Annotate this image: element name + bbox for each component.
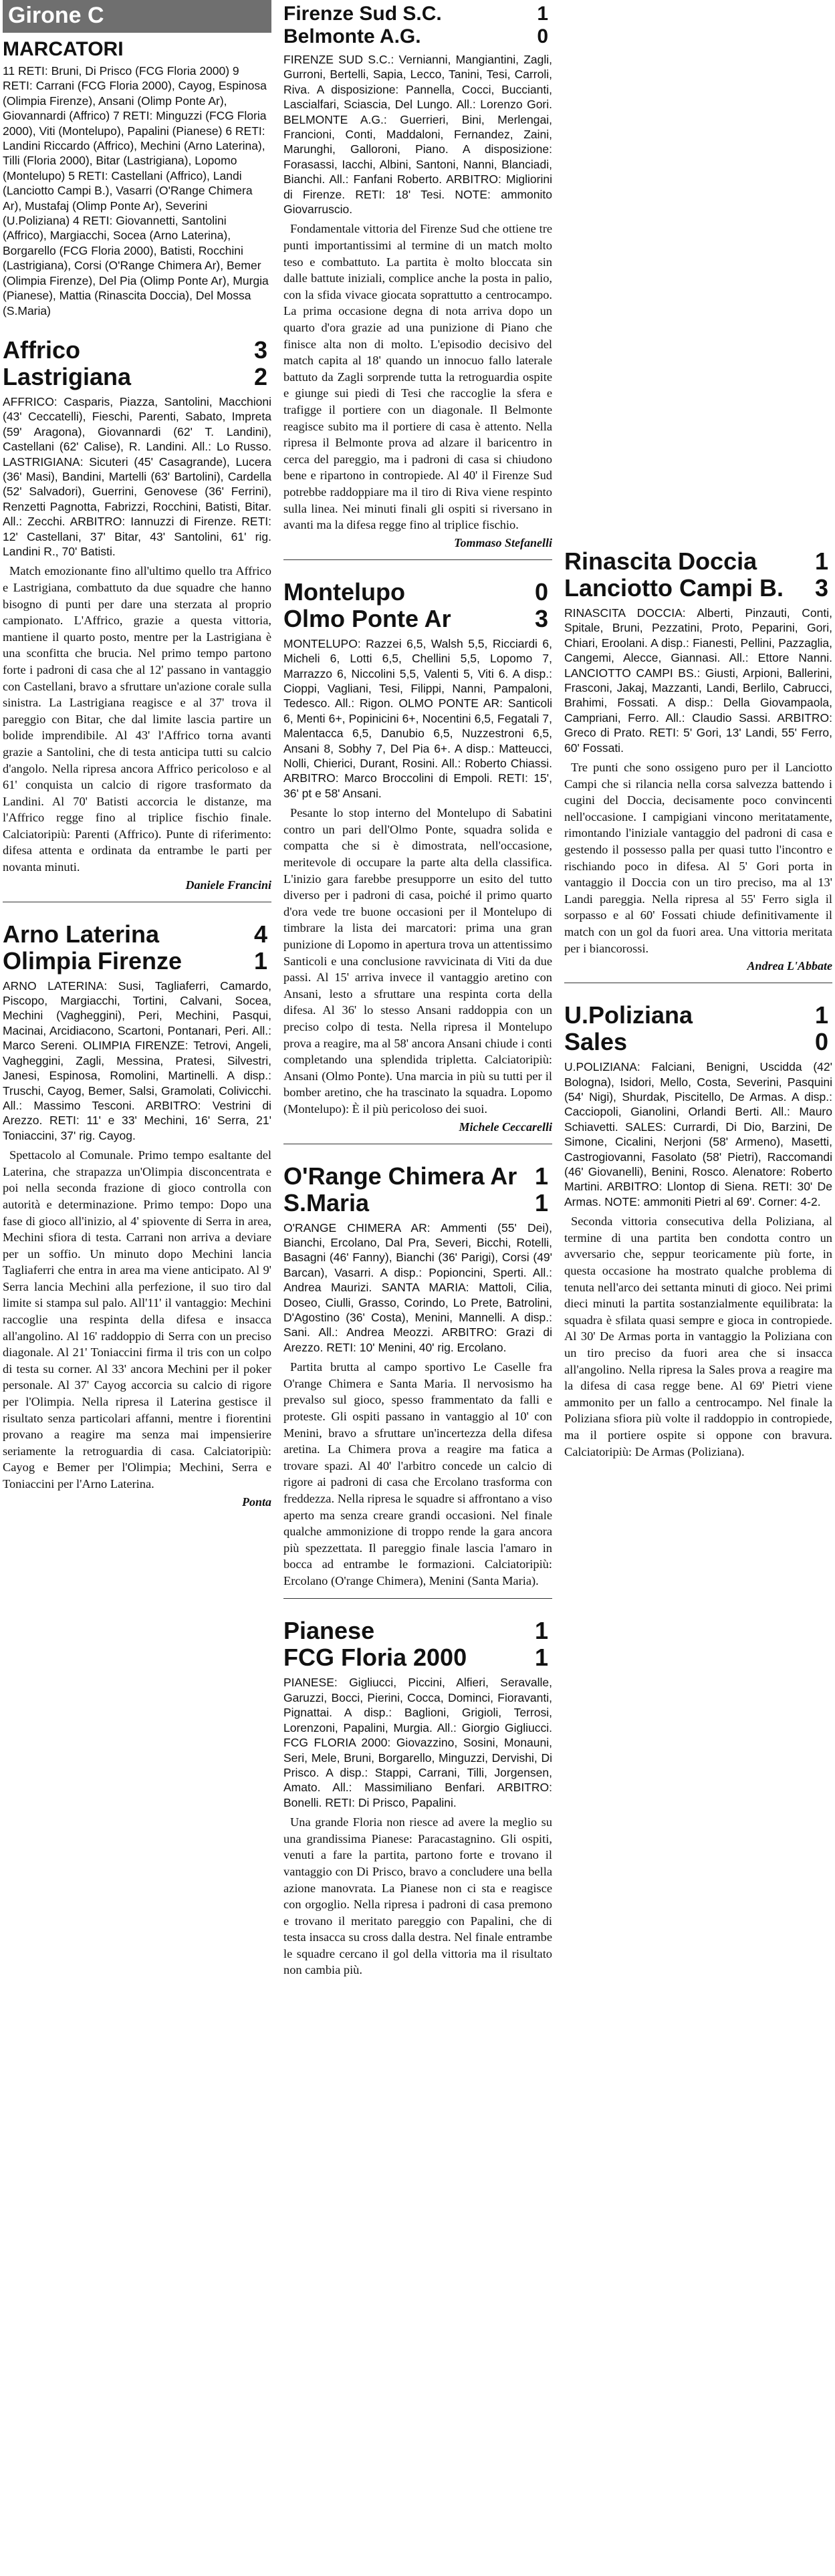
match-report: Fondamentale vittoria del Firenze Sud che ottiene tre punti importantissimi al termine di un match molto teso e combattuto. La partita è molto bloccata sin dalle battute iniziali, complice anche la posta in palio, con la sfida vivace giocata soprattutto a centrocampo. La prima occasione degna di nota arriva dopo un quarto d'ora grazie ad una punizione di Piano che finisce alta non di molto. L'episodio decisivo del match capita al 18' quando un innocuo fallo laterale battuto da Zagli sorprende tutta la retroguardia ospite e giunge sui piedi di Tesi che raccoglie la sfera e trafigge il portiere con un diagonale. Il Belmonte reagisce subito ma il portiere di casa è attento. Nella ripresa il Belmonte prova ad alzare il baricentro in cerca del pareggio, ma i padroni di casa si chiudono bene e ripartono in contropiede. Al 40' il Firenze Sud potrebbe raddoppiare ma il tiro di Riva viene respinto sulla linea. Nei minuti finali gli ospiti si riversano in avanti ma la difesa regge fino al triplice fischio. — [283, 222, 552, 532]
home-team-score: 1 — [814, 547, 828, 575]
home-team-name: Arno Laterina — [3, 920, 160, 948]
away-team-score: 3 — [534, 604, 548, 632]
home-team-name: Rinascita Doccia — [564, 547, 757, 575]
away-team-score: 0 — [537, 25, 548, 47]
away-team-row — [283, 1190, 552, 1216]
home-team-score: 1 — [534, 1617, 548, 1645]
home-team-row — [564, 548, 832, 575]
away-team-row — [564, 1029, 832, 1055]
match-report: Seconda vittoria consecutiva della Poliziana, al termine di una partita ben condotta contro un avversario che, seppur teoricamente più forte, in questa occasione ha mostrato qualche problema di tenuta nell'arco dei settanta minuti di gioco. Nei primi dieci minuti la partita sostanzialmente equilibrata: la squadra è sfilata quasi sempre e gioca in contropiede. Al 30' De Armas porta in vantaggio la Poliziana con un tiro preciso da fuori area che si insacca all'angolino. Nella ripresa la Sales prova a reagire ma la difesa di casa regge bene. Al 69' Pietri viene ammonito per un fallo a centrocampo. Nel finale la Poliziana sfiora più volte il raddoppio in contropiede, ma il portiere ospite si oppone con bravura. Calciatoripiù: De Armas (Poliziana). — [564, 1214, 832, 1458]
away-team-name: Lastrigiana — [3, 362, 132, 390]
match-author: Andrea L'Abbate — [747, 959, 832, 973]
home-team-row — [564, 1002, 832, 1029]
home-team-row — [3, 337, 271, 364]
away-team-name: S.Maria — [283, 1188, 370, 1216]
away-team-row — [3, 948, 271, 975]
away-team-name: Belmonte A.G. — [283, 25, 421, 47]
marcatori-title: MARCATORI — [3, 38, 124, 60]
match-lineups: MONTELUPO: Razzei 6,5, Walsh 5,5, Ricciardi 6, Micheli 6, Lotti 6,5, Chellini 5,5, Lopomo 7, Marrazzo 6, Niccolini 5,5, Valenti 5, Viti 6. A disp.: Cioppi, Vagliani, Tesi, Filippi, Nanni, Pampaloni, Tedesco. All.: Rigon. OLMO PONTE AR: Santicoli 6, Menti 6+, Popinicini 6+, Nocentini 6,5, Fegatali 7, Malentacca 6,5, Danubio 6,5, Nuzzestroni 6,5, Ansani 8, Sobhy 7, Del Pia 6+. A disp.: Matteucci, Nolli, Chierici, Durant, Rosini. All.: Roberto Chiassi. ARBITRO: Marco Broccolini di Empoli. RETI: 15', 36' pt e 58' Ansani. — [283, 636, 552, 800]
home-team-score: 1 — [814, 1001, 828, 1029]
match-report: Pesante lo stop interno del Montelupo di Sabatini contro un pari dell'Olmo Ponte, squadra solida e compatta che si è dimostrata, nell'occasione, meritevole di occupare la parte alta della classifica. L'inizio gara farebbe presupporre un esito del tutto diverso per i padroni di casa, poiché il primo quarto d'ora vede tre buone occasioni per il Montelupo di timbrare la lista dei marcatori: prima una gran punizione di Lopomo in apertura trova un attentissimo Santicoli e una conclusione ravvicinata di Viti da due passi. Al 15' arriva invece il vantaggio aretino con Ansani, lesto a sfruttare una respinta corta della difesa. Al 36' lo stesso Ansani raddoppia con un preciso colpo di testa. Nella ripresa il Montelupo prova a reagire, ma al 58' ancora Ansani chiude i conti completando una splendida tripletta. Calciatoripiù: Ansani (Olmo Ponte). Una marcia in più su tutti per il bomber aretino, che ha trascinato la squadra. Lopomo (Montelupo): È il più pericoloso dei suoi. — [283, 806, 552, 1116]
match-doccia-lanciotto — [564, 548, 832, 973]
away-team-row — [283, 606, 552, 632]
match-author: Daniele Francini — [185, 878, 271, 892]
match-chimera-smaria — [283, 1163, 552, 1589]
match-lineups: O'RANGE CHIMERA AR: Ammenti (55' Dei), Bianchi, Ercolano, Dal Pra, Severi, Bicchi, Rotelli, Basagni (46' Fanny), Bianchi (36' Parigi), Corsi (49' Barcan), Vasarri. A disp.: Popioncini, Sperti. All.: Andrea Maurizi. SANTA MARIA: Mattoli, Cilia, Doseo, Ciulli, Grasso, Corindo, Lo Prete, Batrolini, D'Agostino (36' Costa), Menini, Mannelli. A disp.: Sani. All.: Andrea Meozzi. ARBITRO: Grazi di Arezzo. RETI: 10' Menini, 40' rig. Ercolano. — [283, 1220, 552, 1354]
column-1 — [3, 0, 271, 1509]
home-team-name: O'Range Chimera Ar — [283, 1162, 517, 1190]
match-lineups: FIRENZE SUD S.C.: Vernianni, Mangiantini, Zagli, Gurroni, Bertelli, Sapia, Lecco, Tanini, Tesi, Carroli, Riva. A disposizione: Pannella, Cocci, Buccianti, Lascialfari, Sciascia, Del Lungo. All.: Lorenzo Gori. BELMONTE A.G.: Guerrieri, Bini, Merlengai, Francioni, Conti, Maddaloni, Fernandez, Zaini, Marunghi, Galloroni, Piano. A disposizione: Forasassi, Iacchi, Albini, Santoni, Nanni, Blanciadi, Bianchi. All.: Fanfani Roberto. ARBITRO: Migliorini di Firenze. RETI: 18' Tesi. NOTE: ammonito Giovarruscio. — [283, 53, 552, 217]
home-team-score: 3 — [253, 336, 267, 364]
home-team-row — [283, 579, 552, 606]
away-team-row — [283, 25, 552, 48]
home-team-name: U.Poliziana — [564, 1001, 693, 1029]
match-report: Match emozionante fino all'ultimo quello tra Affrico e Lastrigiana, combattuto da due squadre che hanno bisogno di punti per dare una sterzata al proprio campionato. L'Affrico, grazie a questa vittoria, mantiene il quarto posto, mentre per la Lastrigiana è una sconfitta che brucia. Nel primo tempo partono forte i padroni di casa che al 12' passano in vantaggio con Castellani, bravo a sfruttare un'azione corale sulla sinistra. La Lastrigiana reagisce e al 37' trova il pareggio con Bitar, che dal limite lascia partire un bolide imprendibile. Al 43' l'Affrico torna avanti grazie a Santolini, che di testa anticipa tutti su calcio d'angolo. Nella ripresa ancora Affrico pericoloso e al 61' conquista un calcio di rigore trasformato da Landini. Al 70' Batisti accorcia le distanze, ma l'Affrico regge fino al triplice fischio finale. Calciatoripiù: Parenti (Affrico). Punte di riferimento: difesa attenta e ordinata da entrambe le parti per novanta minuti. — [3, 564, 271, 874]
match-lineups: U.POLIZIANA: Falciani, Benigni, Uscidda (42' Bologna), Isidori, Mello, Costa, Severini, Pasquini (54' Nigi), Shurdak, Piscitello, De Armas. A disp.: Cacciopoli, Gianolini, Orlandi Berti. All.: Mauro Schiavetti. SALES: Currardi, Di Dio, Barzini, De Simone, Cicalini, Nerjoni (58' Armeno), Masetti, Castrogiovanni, Fasolato (58' Pietri), Raccomandi (46' Giovanelli), Benini, Rosco. Alenatore: Roberto Martini. ARBITRO: Llontop di Siena. RETI: 30' De Armas. NOTE: ammoniti Pietri al 69'. Corner: 4-2. — [564, 1060, 832, 1208]
match-arno-olimpia — [3, 921, 271, 1509]
home-team-row — [283, 1163, 552, 1190]
away-team-name: FCG Floria 2000 — [283, 1644, 467, 1672]
away-team-score: 1 — [253, 946, 267, 975]
match-montelupo-olmo — [283, 579, 552, 1134]
match-lineups: ARNO LATERINA: Susi, Tagliaferri, Camardo, Piscopo, Margiacchi, Tortini, Calvani, Socea, Mechini (Vagheggini), Peri, Mechini, Pasqui, Macinai, Arcidiacono, Scartoni, Pontanari, Peri. All.: Marco Sereni. OLIMPIA FIRENZE: Tetrovi, Angeli, Vagheggini, Zagli, Messina, Pratesi, Silvestri, Janesi, Espinosa, Romolini, Martinelli. A disp.: Truschi, Cayog, Bemer, Salsi, Gramolati, Colivicchi. All.: Massimo Tesconi. ARBITRO: Vestrini di Arezzo. RETI: 11' e 33' Mechini, 16' Serra, 21' Toniaccini, 37' rig. Cayog. — [3, 979, 271, 1142]
away-team-score: 1 — [534, 1644, 548, 1672]
away-team-row — [564, 575, 832, 602]
home-team-score: 4 — [253, 920, 267, 948]
home-team-row — [3, 921, 271, 948]
match-firenzesud-belmonte — [283, 3, 552, 550]
match-report: Spettacolo al Comunale. Primo tempo esaltante del Laterina, che strapazza un'Olimpia disconcentrata e poi nella seconda frazione di gioco controlla con autorità e determinazione. Primo tempo: Dopo una fase di gioco all'inizio, al 4' spiovente di Serra in area, Mechini sfiora di testa. Carrani non arriva a deviare per un soffio. Un minuto dopo Mechini lancia Tagliaferri che entra in area ma viene anticipato. Al 9' Serra lancia Mechini alla perfezione, il suo tiro dal limite si stampa sul palo. All'11' il vantaggio: Mechini raccoglie una respinta della difesa e insacca all'angolino. Al 16' raddoppio di Serra con un preciso diagonale. Al 21' Toniaccini firma il tris con un colpo di testa su corner. Al 33' ancora Mechini per il poker personale. Al 37' Cayog accorcia su calcio di rigore per l'Olimpia. Nella ripresa il Laterina gestisce il risultato senza particolari affanni, mentre i fiorentini provano a reagire ma senza mai impensierire seriamente la retroguardia di casa. Calciatoripiù: Cayog e Bemer per l'Olimpia; Mechini, Serra e Toniaccini per l'Arno Laterina. — [3, 1148, 271, 1491]
match-author: Tommaso Stefanelli — [454, 535, 552, 549]
match-poliziana-sales — [564, 1002, 832, 1460]
home-team-name: Montelupo — [283, 577, 405, 606]
group-title-banner: Girone C — [3, 0, 271, 33]
away-team-score: 0 — [814, 1028, 828, 1056]
away-team-score: 2 — [253, 362, 267, 390]
column-3 — [564, 0, 832, 1460]
match-lineups: PIANESE: Gigliucci, Piccini, Alfieri, Seravalle, Garuzzi, Bocci, Pierini, Cocca, Dominci, Fioravanti, Pignattai. A disp.: Baglioni, Grigioli, Terrosi, Lorenzoni, Papalini, Murgia. All.: Giorgio Gigliucci. FCG FLORIA 2000: Giovazzino, Sosini, Monauni, Seri, Mele, Bruni, Borgarello, Minguzzi, Dervishi, Di Prisco. A disp.: Stappi, Carrani, Tilli, Jorgensen, Amato. All.: Massimiliano Benfari. ARBITRO: Bonelli. RETI: Di Prisco, Papalini. — [283, 1676, 552, 1809]
divider — [283, 559, 552, 560]
away-team-score: 1 — [534, 1188, 548, 1216]
match-pianese-floria — [283, 1618, 552, 1978]
match-report: Partita brutta al campo sportivo Le Caselle fra O'range Chimera e Santa Maria. Il nervosismo ha prevalso sul gioco, spesso frammentato da falli e proteste. Gli ospiti passano in vantaggio al 10' con Menini, bravo a sfruttare un'incertezza della difesa aretina. La Chimera prova a reagire ma fatica a trovare spazi. Al 40' l'arbitro concede un calcio di rigore ai padroni di casa che Ercolano trasforma con freddezza. Nella ripresa le squadre si affrontano a viso aperto ma senza creare grandi occasioni. Nel finale qualche ammonizione di troppo rende la gara ancora più spezzettata. Il pareggio finale lascia l'amaro in bocca ad entrambe le formazioni. Calciatoripiù: Ercolano (O'range Chimera), Menini (Santa Maria). — [283, 1360, 552, 1587]
home-team-score: 1 — [534, 1162, 548, 1190]
away-team-row — [3, 364, 271, 390]
match-author: Ponta — [241, 1495, 271, 1509]
match-lineups: AFFRICO: Casparis, Piazza, Santolini, Macchioni (43' Ceccatelli), Fieschi, Parenti, Sabato, Impreta (59' Aragona), Giovannardi (62' T. Landini), Castellani (62' Calise), R. Landini. All.: Lo Russo. LASTRIGIANA: Sicuteri (45' Casagrande), Lucera (36' Masi), Bandini, Martelli (63' Bartolini), Cardella (52' Salvadori), Guerrini, Genovese (36' Ferrini), Renzetti Pagnotta, Fabrizzi, Rocchini, Batisti, Bitar. All.: Zecchi. ARBITRO: Iannuzzi di Firenze. RETI: 12' Castellani, 37' Bitar, 43' Santolini, 61' rig. Landini R., 70' Batisti. — [3, 394, 271, 558]
away-team-name: Sales — [564, 1028, 628, 1056]
home-team-row — [283, 1618, 552, 1644]
away-team-row — [283, 1644, 552, 1671]
home-team-row — [283, 3, 552, 25]
home-team-score: 0 — [534, 577, 548, 606]
away-team-score: 3 — [814, 574, 828, 602]
column-2 — [283, 0, 552, 1978]
match-lineups: RINASCITA DOCCIA: Alberti, Pinzauti, Conti, Spitale, Bruni, Pezzatini, Proto, Peparini, Gori, Chiari, Eroolani. A disp.: Fianesti, Pellini, Pazzaglia, Cangemi, Alecce, Giannasi. All.: Ettore Nanni. LANCIOTTO CAMPI BS.: Giusti, Arpioni, Ballerini, Frasconi, Jakaj, Mazzanti, Landi, Berlilo, Cabrucci, Brahimi, Fossati. A disp.: Della Giovampaola, Campriani, Ferro. All.: Claudio Sassi. ARBITRO: Greco di Prato. RETI: 5' Gori, 13' Landi, 55' Ferro, 60' Fossati. — [564, 606, 832, 755]
away-team-name: Olimpia Firenze — [3, 946, 183, 975]
home-team-name: Firenze Sud S.C. — [283, 3, 442, 25]
home-team-score: 1 — [537, 3, 548, 25]
divider — [283, 1598, 552, 1599]
away-team-name: Lanciotto Campi B. — [564, 574, 784, 602]
home-team-name: Affrico — [3, 336, 80, 364]
match-report: Tre punti che sono ossigeno puro per il Lanciotto Campi che si rilancia nella corsa salvezza battendo i cugini del Doccia, decisamente poco convincenti nell'occasione. I campigiani vincono meritatamente, rimontando l'iniziale vantaggio del padroni di casa e gestendo il possesso palla per quasi tutto l'incontro e rischiando poco in difesa. Al 5' Gori porta in vantaggio il Doccia con un tiro preciso, ma al 13' Landi pareggia. Nella ripresa al 55' Ferro sigla il sorpasso e al 60' Fossati chiude definitivamente il match con un gol da fuori area. Una vittoria meritata per i biancorossi. — [564, 761, 832, 955]
away-team-name: Olmo Ponte Ar — [283, 604, 451, 632]
home-team-name: Pianese — [283, 1617, 375, 1645]
match-affrico-lastrigiana — [3, 337, 271, 892]
marcatori-list: 11 RETI: Bruni, Di Prisco (FCG Floria 2000) 9 RETI: Carrani (FCG Floria 2000), Cayog, Espinosa (Olimpia Firenze), Ansani (Olimp Ponte Ar), Giovannardi (Affrico) 7 RETI: Minguzzi (FCG Floria 2000), Viti (Montelupo), Papalini (Pianese) 6 RETI: Landini Riccardo (Affrico), Mechini (Arno Laterina), Tilli (Floria 2000), Bitar (Lastrigiana), Lopomo (Montelupo) 5 RETI: Castellani (Affrico), Landi (Lanciotto Campi B.), Vasarri (O'Range Chimera Ar), Mustafaj (Olimp Ponte Ar), Severini (U.Poliziana) 4 RETI: Giovannetti, Santolini (Affrico), Margiacchi, Socea (Arno Laterina), Borgarello (FCG Floria 2000), Batisti, Rocchini (Lastrigiana), Corsi (O'Range Chimera Ar), Bemer (Olimpia Firenze), Del Pia (Olimp Ponte Ar), Murgia (Pianese), Mattia (Rinascita Doccia), Del Mossa (S.Maria) — [3, 64, 269, 317]
match-author: Michele Ceccarelli — [459, 1120, 552, 1134]
match-report: Una grande Floria non riesce ad avere la meglio su una grandissima Pianese: Paracastagnino. Gli ospiti, venuti a fare la partita, partono forte e trovano il vantaggio con Di Prisco, bravo a concludere una bella azione manovrata. La Pianese non ci sta e reagisce con orgoglio. Nella ripresa i padroni di casa premono e trovano il meritato pareggio con Papalini, che di testa insacca su cross dalla destra. Nel finale entrambe le squadre cercano il gol della vittoria ma il risultato non cambia più. — [283, 1815, 552, 1977]
